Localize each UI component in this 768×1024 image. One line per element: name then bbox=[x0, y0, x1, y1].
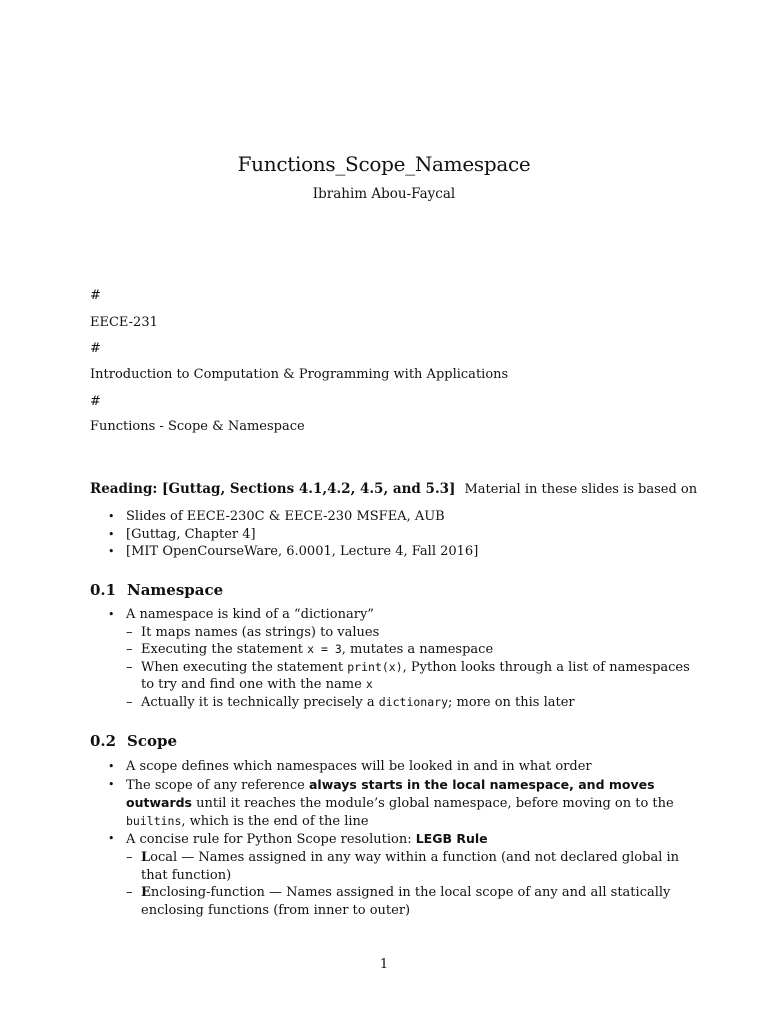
page-number: 1 bbox=[379, 957, 389, 972]
sub-list-item: – Executing the statement x = 3, mutates a namespace bbox=[126, 641, 690, 659]
sub-list-item: – Actually it is technically precisely a dictionary; more on this later bbox=[126, 694, 690, 712]
inline-code: x bbox=[365, 677, 373, 692]
section-title: Namespace bbox=[127, 581, 224, 599]
namespace-list bbox=[90, 606, 690, 712]
list-item: • The scope of any reference always starts in the local namespace, and moves outwards until it reaches the module’s global namespace, before moving on to the builtins, which is the end of the line bbox=[90, 776, 690, 831]
legb-letter: E bbox=[141, 885, 151, 901]
bold-text: always starts in the local namespace, and moves outwards bbox=[126, 776, 655, 811]
lecture-title: Functions - Scope & Namespace bbox=[90, 419, 305, 434]
section-heading-scope bbox=[90, 731, 177, 751]
section-heading-namespace bbox=[90, 580, 223, 600]
inline-code: x = 3 bbox=[307, 642, 342, 657]
reading-line bbox=[90, 481, 697, 498]
list-item: • A concise rule for Python Scope resolution: LEGB Rule – Local — Names assigned in any way within a function (and not declared global in that function) – Enclosing-function — Names assigned in the local scope of any and all statically enclosing functions (from inner to outer) bbox=[90, 830, 690, 919]
hash-marker-2: # bbox=[90, 341, 101, 356]
sub-list bbox=[126, 624, 690, 712]
bold-text: LEGB Rule bbox=[415, 831, 488, 847]
hash-marker-3: # bbox=[90, 394, 101, 409]
list-item bbox=[90, 606, 690, 712]
sub-list-item: – Local — Names assigned in any way within a function (and not declared global in that function) bbox=[126, 849, 690, 884]
list-item: • [MIT OpenCourseWare, 6.0001, Lecture 4, Fall 2016] bbox=[90, 543, 690, 561]
list-item: • A scope defines which namespaces will be looked in and in what order bbox=[90, 758, 690, 776]
document-author: Ibrahim Abou-Faycal bbox=[312, 186, 456, 202]
sources-list bbox=[90, 508, 690, 561]
reading-label: Reading: [Guttag, Sections 4.1,4.2, 4.5, and 5.3] bbox=[90, 481, 456, 497]
legb-letter: L bbox=[141, 849, 151, 865]
course-code: EECE-231 bbox=[90, 315, 158, 330]
section-number: 0.1 bbox=[90, 581, 117, 599]
sub-list-item: – When executing the statement print(x), Python looks through a list of namespaces to try and find one with the name x bbox=[126, 659, 690, 694]
course-name: Introduction to Computation & Programming with Applications bbox=[90, 367, 509, 382]
sub-list-item: – It maps names (as strings) to values bbox=[126, 624, 690, 642]
reading-rest: Material in these slides is based on bbox=[464, 482, 698, 497]
sub-list-item: – Enclosing-function — Names assigned in the local scope of any and all statically enclosing functions (from inner to outer) bbox=[126, 884, 690, 919]
sub-list bbox=[126, 849, 690, 919]
scope-list bbox=[90, 758, 690, 919]
document-title: Functions_Scope_Namespace bbox=[237, 152, 531, 176]
section-number: 0.2 bbox=[90, 732, 117, 750]
inline-code: dictionary bbox=[378, 694, 449, 709]
inline-code: print(x) bbox=[347, 659, 403, 674]
list-item: • [Guttag, Chapter 4] bbox=[90, 526, 690, 544]
list-item: • Slides of EECE-230C & EECE-230 MSFEA, AUB bbox=[90, 508, 690, 526]
hash-marker-1: # bbox=[90, 288, 101, 303]
section-title: Scope bbox=[127, 732, 178, 750]
list-item-text: A namespace is kind of a “dictionary” bbox=[126, 607, 374, 622]
inline-code: builtins bbox=[126, 813, 182, 828]
